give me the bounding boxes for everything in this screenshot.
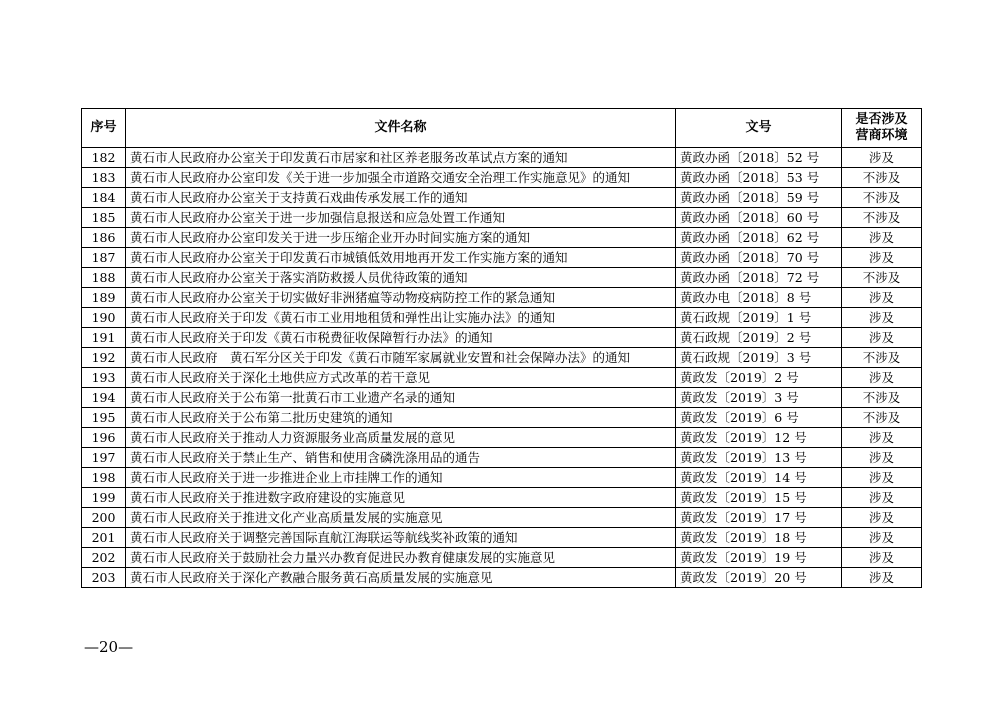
row-seq: 185	[82, 208, 126, 228]
row-name: 黄石市人民政府关于深化土地供应方式改革的若干意见	[126, 368, 676, 388]
table-row	[82, 308, 922, 328]
row-involves: 不涉及	[842, 268, 922, 288]
row-name: 黄石市人民政府办公室关于印发黄石市城镇低效用地再开发工作实施方案的通知	[126, 248, 676, 268]
row-doc-no: 黄政发〔2019〕20 号	[676, 568, 842, 588]
row-name: 黄石市人民政府关于印发《黄石市工业用地租赁和弹性出让实施办法》的通知	[126, 308, 676, 328]
row-name: 黄石市人民政府办公室印发关于进一步压缩企业开办时间实施方案的通知	[126, 228, 676, 248]
row-seq: 188	[82, 268, 126, 288]
header-name: 文件名称	[126, 109, 676, 148]
row-name: 黄石市人民政府关于进一步推进企业上市挂牌工作的通知	[126, 468, 676, 488]
table-row	[82, 228, 922, 248]
table-row	[82, 408, 922, 428]
table-row	[82, 568, 922, 588]
row-name: 黄石市人民政府办公室关于印发黄石市居家和社区养老服务改革试点方案的通知	[126, 148, 676, 168]
row-involves: 涉及	[842, 528, 922, 548]
table-row	[82, 208, 922, 228]
row-seq: 197	[82, 448, 126, 468]
row-seq: 193	[82, 368, 126, 388]
row-doc-no: 黄政发〔2019〕14 号	[676, 468, 842, 488]
table-row	[82, 488, 922, 508]
table-row	[82, 368, 922, 388]
table-row	[82, 388, 922, 408]
row-involves: 涉及	[842, 508, 922, 528]
row-seq: 195	[82, 408, 126, 428]
row-name: 黄石市人民政府关于调整完善国际直航江海联运等航线奖补政策的通知	[126, 528, 676, 548]
row-involves: 涉及	[842, 248, 922, 268]
row-seq: 192	[82, 348, 126, 368]
row-involves: 涉及	[842, 148, 922, 168]
row-seq: 194	[82, 388, 126, 408]
row-involves: 不涉及	[842, 408, 922, 428]
row-name: 黄石市人民政府办公室关于切实做好非洲猪瘟等动物疫病防控工作的紧急通知	[126, 288, 676, 308]
row-seq: 184	[82, 188, 126, 208]
row-involves: 涉及	[842, 548, 922, 568]
table-row	[82, 508, 922, 528]
row-involves: 不涉及	[842, 388, 922, 408]
row-name: 黄石市人民政府办公室印发《关于进一步加强全市道路交通安全治理工作实施意见》的通知	[126, 168, 676, 188]
row-doc-no: 黄政发〔2019〕12 号	[676, 428, 842, 448]
row-seq: 190	[82, 308, 126, 328]
row-involves: 涉及	[842, 448, 922, 468]
row-seq: 191	[82, 328, 126, 348]
row-involves: 涉及	[842, 468, 922, 488]
row-name: 黄石市人民政府关于公布第一批黄石市工业遗产名录的通知	[126, 388, 676, 408]
row-doc-no: 黄政发〔2019〕2 号	[676, 368, 842, 388]
table-row	[82, 248, 922, 268]
row-involves: 涉及	[842, 328, 922, 348]
row-involves: 涉及	[842, 288, 922, 308]
header-involves-line1: 是否涉及	[855, 112, 908, 127]
header-involves-line2: 营商环境	[855, 128, 908, 143]
row-doc-no: 黄政发〔2019〕6 号	[676, 408, 842, 428]
row-name: 黄石市人民政府办公室关于支持黄石戏曲传承发展工作的通知	[126, 188, 676, 208]
table-row	[82, 288, 922, 308]
row-name: 黄石市人民政府关于推进数字政府建设的实施意见	[126, 488, 676, 508]
table-row	[82, 528, 922, 548]
table-row	[82, 148, 922, 168]
row-seq: 183	[82, 168, 126, 188]
row-doc-no: 黄政发〔2019〕17 号	[676, 508, 842, 528]
row-doc-no: 黄政办电〔2018〕8 号	[676, 288, 842, 308]
row-doc-no: 黄政办函〔2018〕59 号	[676, 188, 842, 208]
header-seq: 序号	[82, 109, 126, 148]
table-row	[82, 548, 922, 568]
row-seq: 203	[82, 568, 126, 588]
row-involves: 不涉及	[842, 188, 922, 208]
row-name: 黄石市人民政府关于印发《黄石市税费征收保障暂行办法》的通知	[126, 328, 676, 348]
header-involves	[842, 109, 922, 148]
table-row	[82, 188, 922, 208]
table-row	[82, 448, 922, 468]
row-name: 黄石市人民政府关于鼓励社会力量兴办教育促进民办教育健康发展的实施意见	[126, 548, 676, 568]
header-doc-no: 文号	[676, 109, 842, 148]
row-seq: 200	[82, 508, 126, 528]
row-doc-no: 黄政办函〔2018〕70 号	[676, 248, 842, 268]
row-name: 黄石市人民政府办公室关于落实消防救援人员优待政策的通知	[126, 268, 676, 288]
row-name: 黄石市人民政府关于深化产教融合服务黄石高质量发展的实施意见	[126, 568, 676, 588]
document-table	[81, 108, 922, 588]
row-involves: 不涉及	[842, 208, 922, 228]
row-doc-no: 黄石政规〔2019〕1 号	[676, 308, 842, 328]
table-row	[82, 268, 922, 288]
row-doc-no: 黄政发〔2019〕3 号	[676, 388, 842, 408]
table-body	[82, 148, 922, 588]
row-doc-no: 黄政办函〔2018〕53 号	[676, 168, 842, 188]
row-involves: 不涉及	[842, 168, 922, 188]
row-name: 黄石市人民政府办公室关于进一步加强信息报送和应急处置工作通知	[126, 208, 676, 228]
table-row	[82, 348, 922, 368]
row-name: 黄石市人民政府关于公布第二批历史建筑的通知	[126, 408, 676, 428]
page-number: —20—	[84, 638, 134, 656]
row-doc-no: 黄政发〔2019〕13 号	[676, 448, 842, 468]
row-doc-no: 黄政发〔2019〕18 号	[676, 528, 842, 548]
row-doc-no: 黄政办函〔2018〕72 号	[676, 268, 842, 288]
row-doc-no: 黄政发〔2019〕15 号	[676, 488, 842, 508]
table-row	[82, 428, 922, 448]
table-row	[82, 168, 922, 188]
row-involves: 涉及	[842, 488, 922, 508]
row-seq: 198	[82, 468, 126, 488]
row-doc-no: 黄政办函〔2018〕62 号	[676, 228, 842, 248]
row-name: 黄石市人民政府关于推动人力资源服务业高质量发展的意见	[126, 428, 676, 448]
row-involves: 涉及	[842, 368, 922, 388]
row-doc-no: 黄政办函〔2018〕60 号	[676, 208, 842, 228]
row-seq: 202	[82, 548, 126, 568]
table-header-row	[82, 109, 922, 148]
row-seq: 196	[82, 428, 126, 448]
row-doc-no: 黄政发〔2019〕19 号	[676, 548, 842, 568]
row-doc-no: 黄政办函〔2018〕52 号	[676, 148, 842, 168]
row-seq: 199	[82, 488, 126, 508]
row-involves: 涉及	[842, 428, 922, 448]
row-involves: 涉及	[842, 308, 922, 328]
row-name: 黄石市人民政府 黄石军分区关于印发《黄石市随军家属就业安置和社会保障办法》的通知	[126, 348, 676, 368]
row-doc-no: 黄石政规〔2019〕2 号	[676, 328, 842, 348]
row-name: 黄石市人民政府关于禁止生产、销售和使用含磷洗涤用品的通告	[126, 448, 676, 468]
row-involves: 涉及	[842, 568, 922, 588]
table-row	[82, 328, 922, 348]
row-involves: 涉及	[842, 228, 922, 248]
row-name: 黄石市人民政府关于推进文化产业高质量发展的实施意见	[126, 508, 676, 528]
row-seq: 186	[82, 228, 126, 248]
row-doc-no: 黄石政规〔2019〕3 号	[676, 348, 842, 368]
row-seq: 182	[82, 148, 126, 168]
row-involves: 不涉及	[842, 348, 922, 368]
row-seq: 201	[82, 528, 126, 548]
row-seq: 189	[82, 288, 126, 308]
table-row	[82, 468, 922, 488]
row-seq: 187	[82, 248, 126, 268]
